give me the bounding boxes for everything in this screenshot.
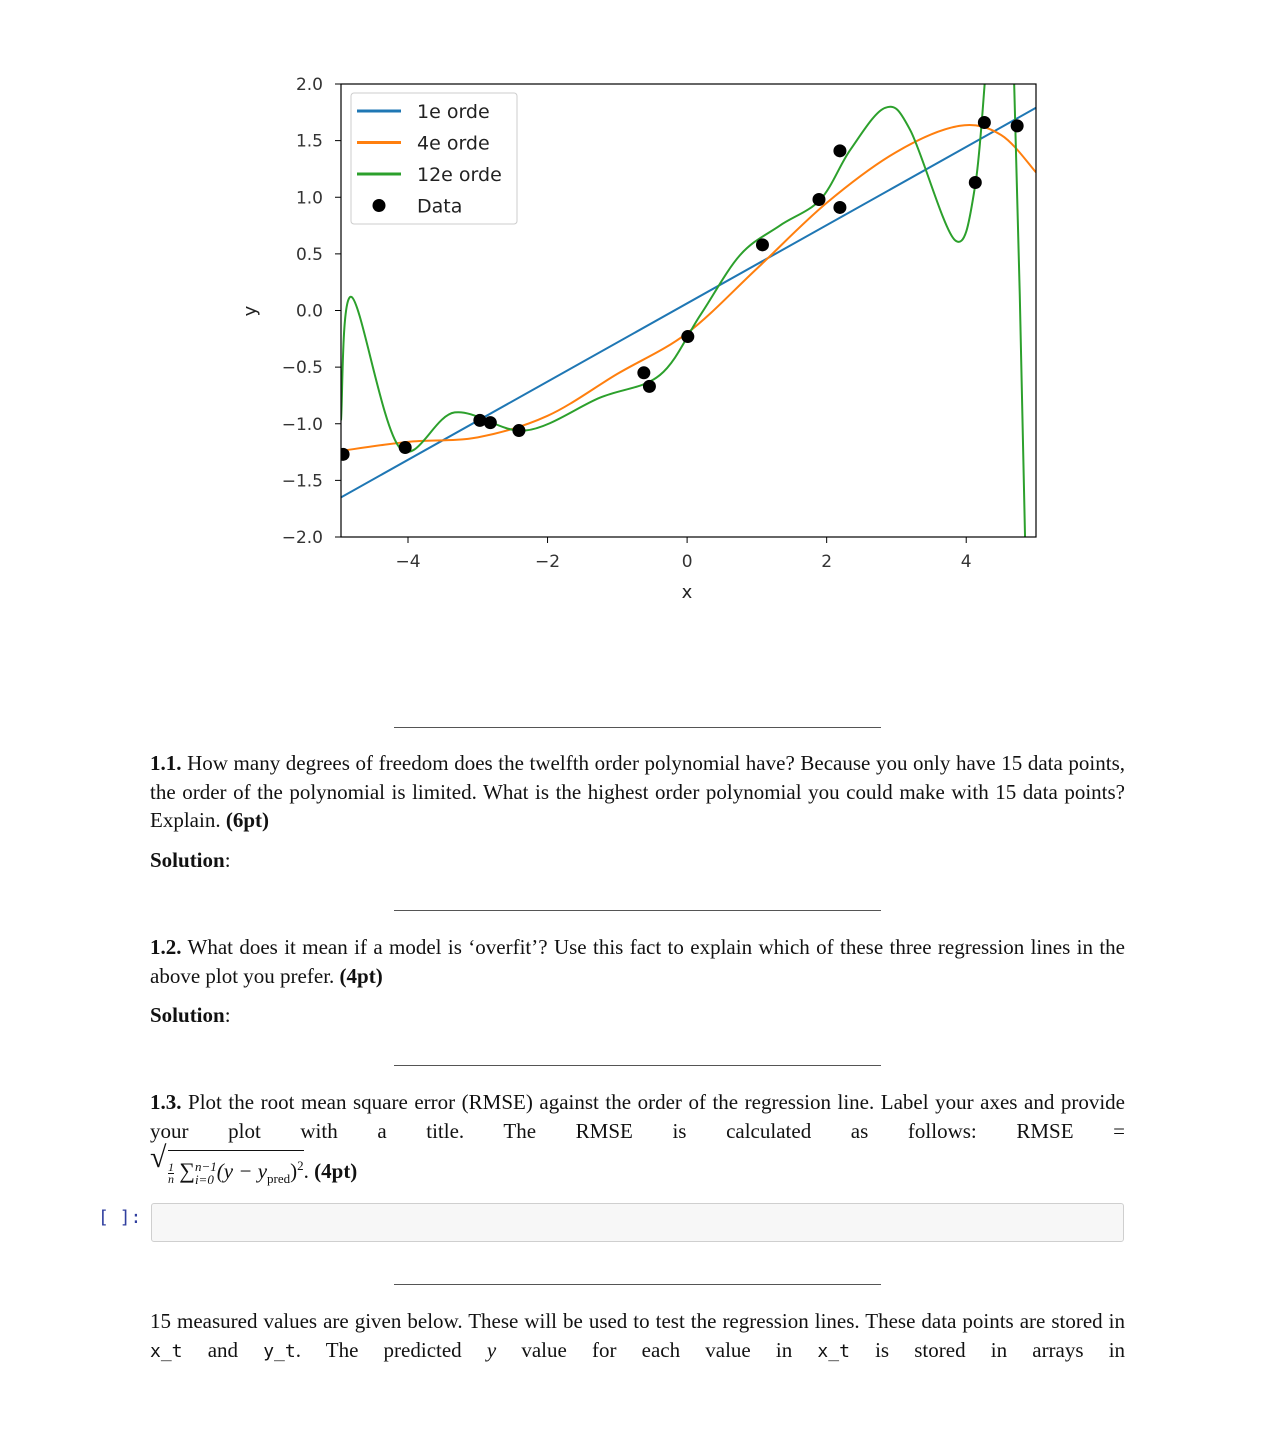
question-1-3 (150, 1088, 1125, 1145)
divider (394, 1065, 881, 1066)
y-tick-label: −2.0 (281, 528, 323, 548)
x-tick-label: 0 (681, 552, 693, 572)
y-tick-label: 0.0 (295, 301, 323, 322)
data-point (812, 193, 825, 206)
question-number: 1.1. (150, 751, 182, 775)
legend-label: 1e orde (417, 101, 490, 123)
rmse-formula: √ $\frac{1}{n}$ ∑ n−1 i=0 $(y - y_{pred})^2$. (4pt) (150, 1150, 1125, 1194)
x-tick-label: 2 (821, 552, 833, 572)
colon: : (224, 848, 231, 872)
y-tick-label: 1.5 (295, 131, 323, 152)
question-points: (4pt) (314, 1159, 358, 1183)
sqrt: √ $\frac{1}{n}$ ∑ n−1 i=0 $(y - y_{pred})^2$ (150, 1150, 304, 1194)
y-tick-label: 0.5 (295, 244, 323, 265)
question-text: How many degrees of freedom does the twelfth order polynomial have? Because you only have 15 data points, the order of the polynomial is limited. What is the highest order polynomial you could make with 15 data points? Explain. (150, 751, 1126, 832)
sum-symbol: ∑ (179, 1158, 195, 1183)
data-point (756, 238, 769, 251)
fraction: $\frac{1}{n}$ (168, 1159, 174, 1186)
data-point (643, 380, 656, 393)
x-axis-label: x (681, 582, 693, 603)
y-axis-label: y (240, 305, 261, 317)
data-point (681, 330, 694, 343)
data-point (512, 424, 525, 437)
legend-label: 4e orde (417, 132, 490, 155)
question-points: (6pt) (225, 808, 269, 832)
question-points: (4pt) (339, 963, 383, 988)
question-text: Plot the root mean square error (RMSE) against the order of the regression line. Label your axes and provide your plot with a title. The RMSE is calculated as follows: RMSE = (150, 1090, 1126, 1143)
data-point (484, 416, 497, 429)
question-number: 1.3. (150, 1090, 182, 1114)
sum-limits: n−1 i=0 (194, 1159, 217, 1188)
x-tick-label: −4 (395, 552, 421, 572)
legend-label: Data (417, 195, 463, 218)
divider (394, 910, 881, 911)
question-text: What does it mean if a model is ‘overfit’? Use this fact to explain which of these three regression lines in the above plot you prefer. (150, 935, 1125, 988)
solution-heading: Solution (150, 1003, 225, 1027)
x-tick-label: −2 (535, 552, 561, 572)
data-point (833, 201, 846, 214)
code-x_t: x_t (817, 1340, 850, 1362)
colon: : (224, 1003, 231, 1027)
regression-plot (0, 0, 1275, 620)
data-point (1011, 119, 1024, 132)
x-tick-label: 4 (960, 552, 972, 572)
y-tick-label: −0.5 (281, 358, 323, 379)
code-cell-input[interactable] (151, 1203, 1124, 1242)
divider (394, 727, 881, 728)
data-point (337, 448, 350, 461)
legend (351, 93, 517, 224)
divider (394, 1284, 881, 1285)
footer-paragraph: 15 measured values are given below. These will be used to test the regression lines. These data points are stored in x_t and y_t. The predicted y value for each value in x_t is stored in arrays in (150, 1309, 1126, 1362)
cell-prompt: [ ]: (98, 1207, 142, 1228)
solution-label-1-1 (150, 848, 231, 873)
question-1-1 (150, 749, 1125, 835)
data-point (399, 441, 412, 454)
legend-label: 12e orde (417, 164, 502, 186)
solution-label-1-2 (150, 1003, 231, 1028)
data-point (833, 144, 846, 157)
data-point (978, 116, 991, 129)
question-1-2 (150, 933, 1125, 990)
data-point (637, 366, 650, 379)
y-tick-label: −1.5 (281, 471, 323, 492)
solution-heading: Solution (150, 848, 225, 872)
question-number: 1.2. (150, 935, 182, 959)
y-tick-label: 2.0 (295, 75, 323, 95)
code-x_t: x_t (150, 1340, 183, 1362)
y-tick-label: −1.0 (281, 414, 323, 435)
data-point (969, 176, 982, 189)
legend-swatch-data (373, 199, 386, 212)
code-y_t: y_t (263, 1340, 296, 1362)
y-tick-label: 1.0 (295, 188, 323, 209)
